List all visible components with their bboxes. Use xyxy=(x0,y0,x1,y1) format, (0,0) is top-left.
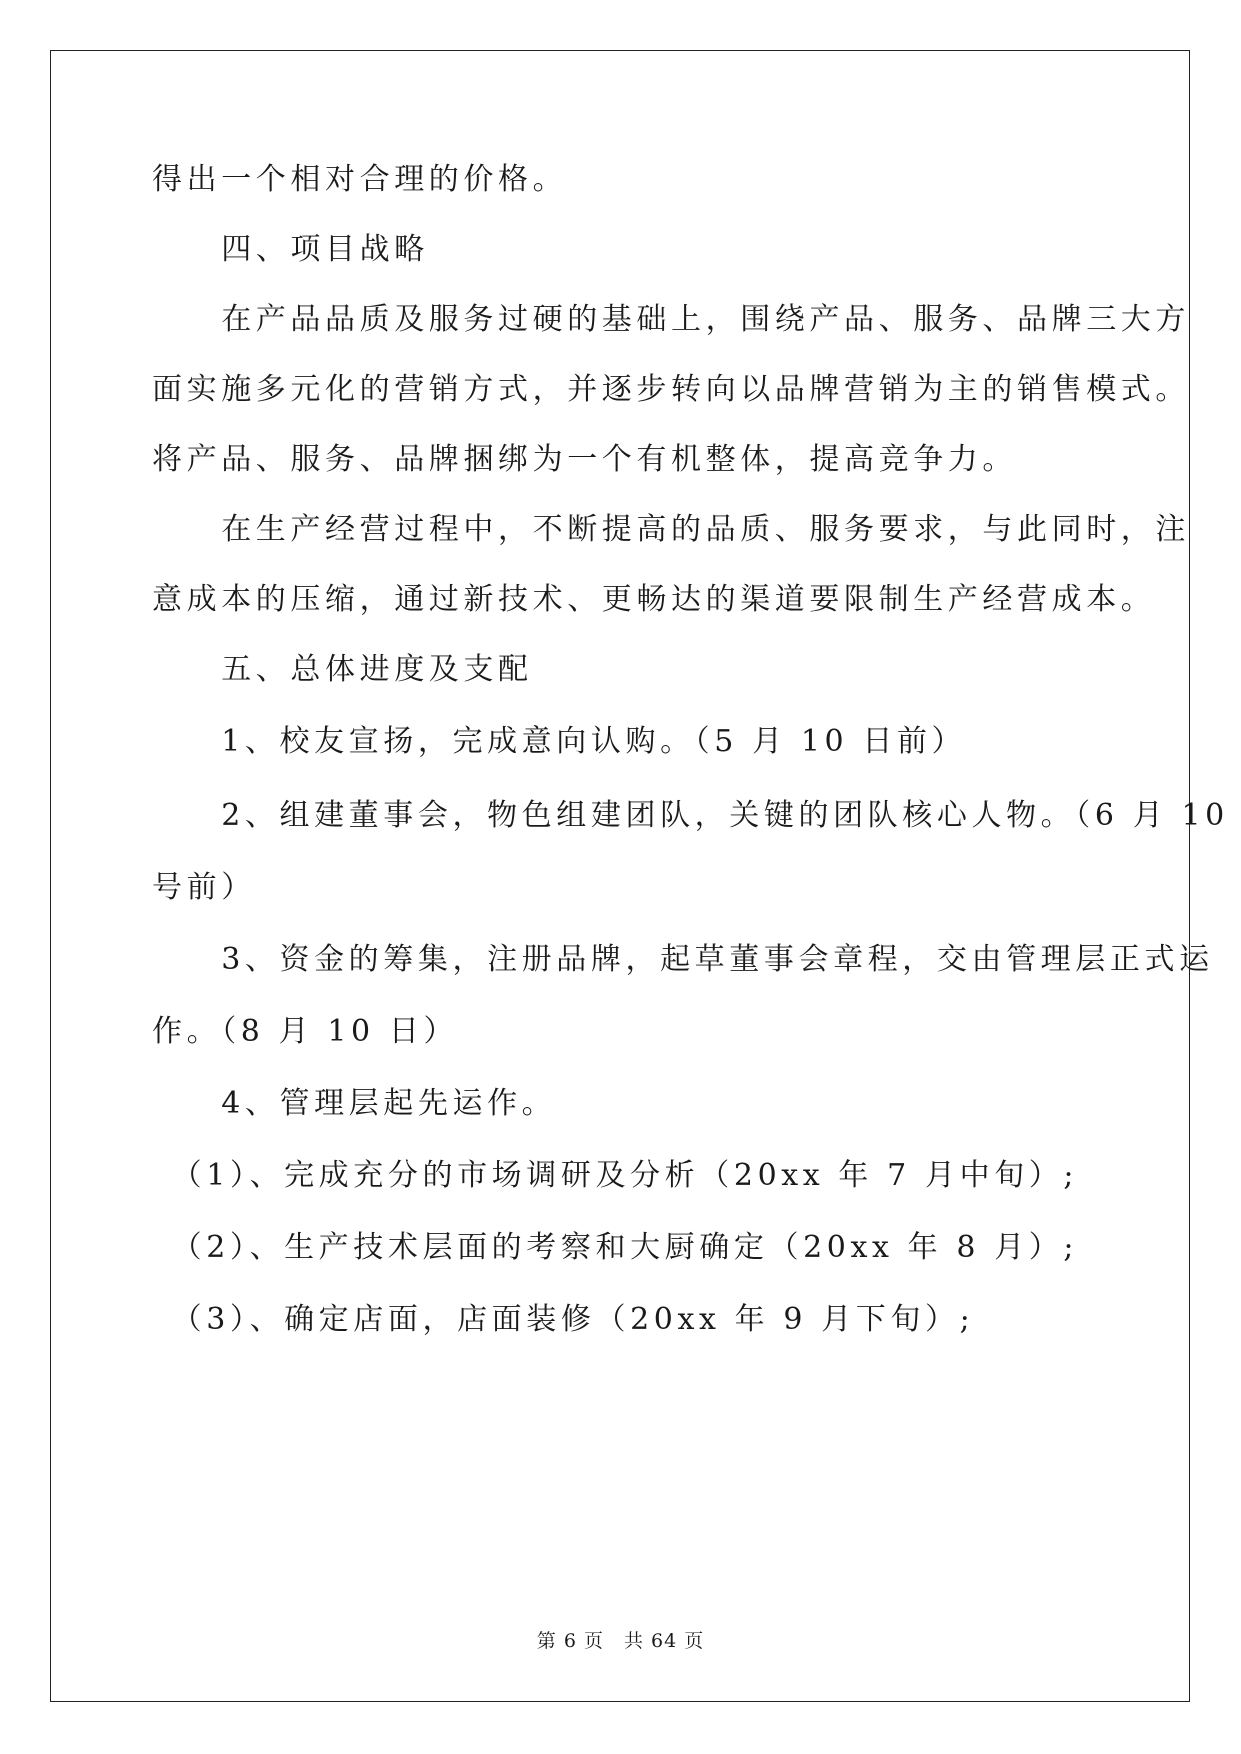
text-line: 面实施多元化的营销方式，并逐步转向以品牌营销为主的销售模式。 xyxy=(152,372,1190,407)
sub-list-item: （1）、完成充分的市场调研及分析（20xx 年 7 月中旬）; xyxy=(152,1158,1079,1193)
text-line: 意成本的压缩，通过新技术、更畅达的渠道要限制生产经营成本。 xyxy=(152,582,1156,617)
list-item: 3、资金的筹集，注册品牌，起草董事会章程，交由管理层正式运 xyxy=(152,942,1214,977)
list-item: 2、组建董事会，物色组建团队，关键的团队核心人物。（6 月 10 xyxy=(152,798,1229,833)
page-number-footer: 第 6 页 共 64 页 xyxy=(536,1630,705,1652)
sub-list-item: （3）、确定店面，店面装修（20xx 年 9 月下旬）; xyxy=(152,1302,975,1337)
text-line: 将产品、服务、品牌捆绑为一个有机整体，提高竞争力。 xyxy=(152,442,1017,477)
text-line: 号前） xyxy=(152,870,256,905)
text-line: 在生产经营过程中，不断提高的品质、服务要求，与此同时，注 xyxy=(152,512,1190,547)
list-item: 4、管理层起先运作。 xyxy=(152,1086,557,1121)
text-line: 作。（8 月 10 日） xyxy=(152,1014,459,1049)
list-item: 1、校友宣扬，完成意向认购。（5 月 10 日前） xyxy=(152,724,967,759)
sub-list-item: （2）、生产技术层面的考察和大厨确定（20xx 年 8 月）; xyxy=(152,1230,1079,1265)
section-heading: 五、总体进度及支配 xyxy=(152,652,533,687)
text-line: 在产品品质及服务过硬的基础上，围绕产品、服务、品牌三大方 xyxy=(152,302,1190,337)
section-heading: 四、项目战略 xyxy=(152,232,429,267)
text-line: 得出一个相对合理的价格。 xyxy=(152,162,568,197)
